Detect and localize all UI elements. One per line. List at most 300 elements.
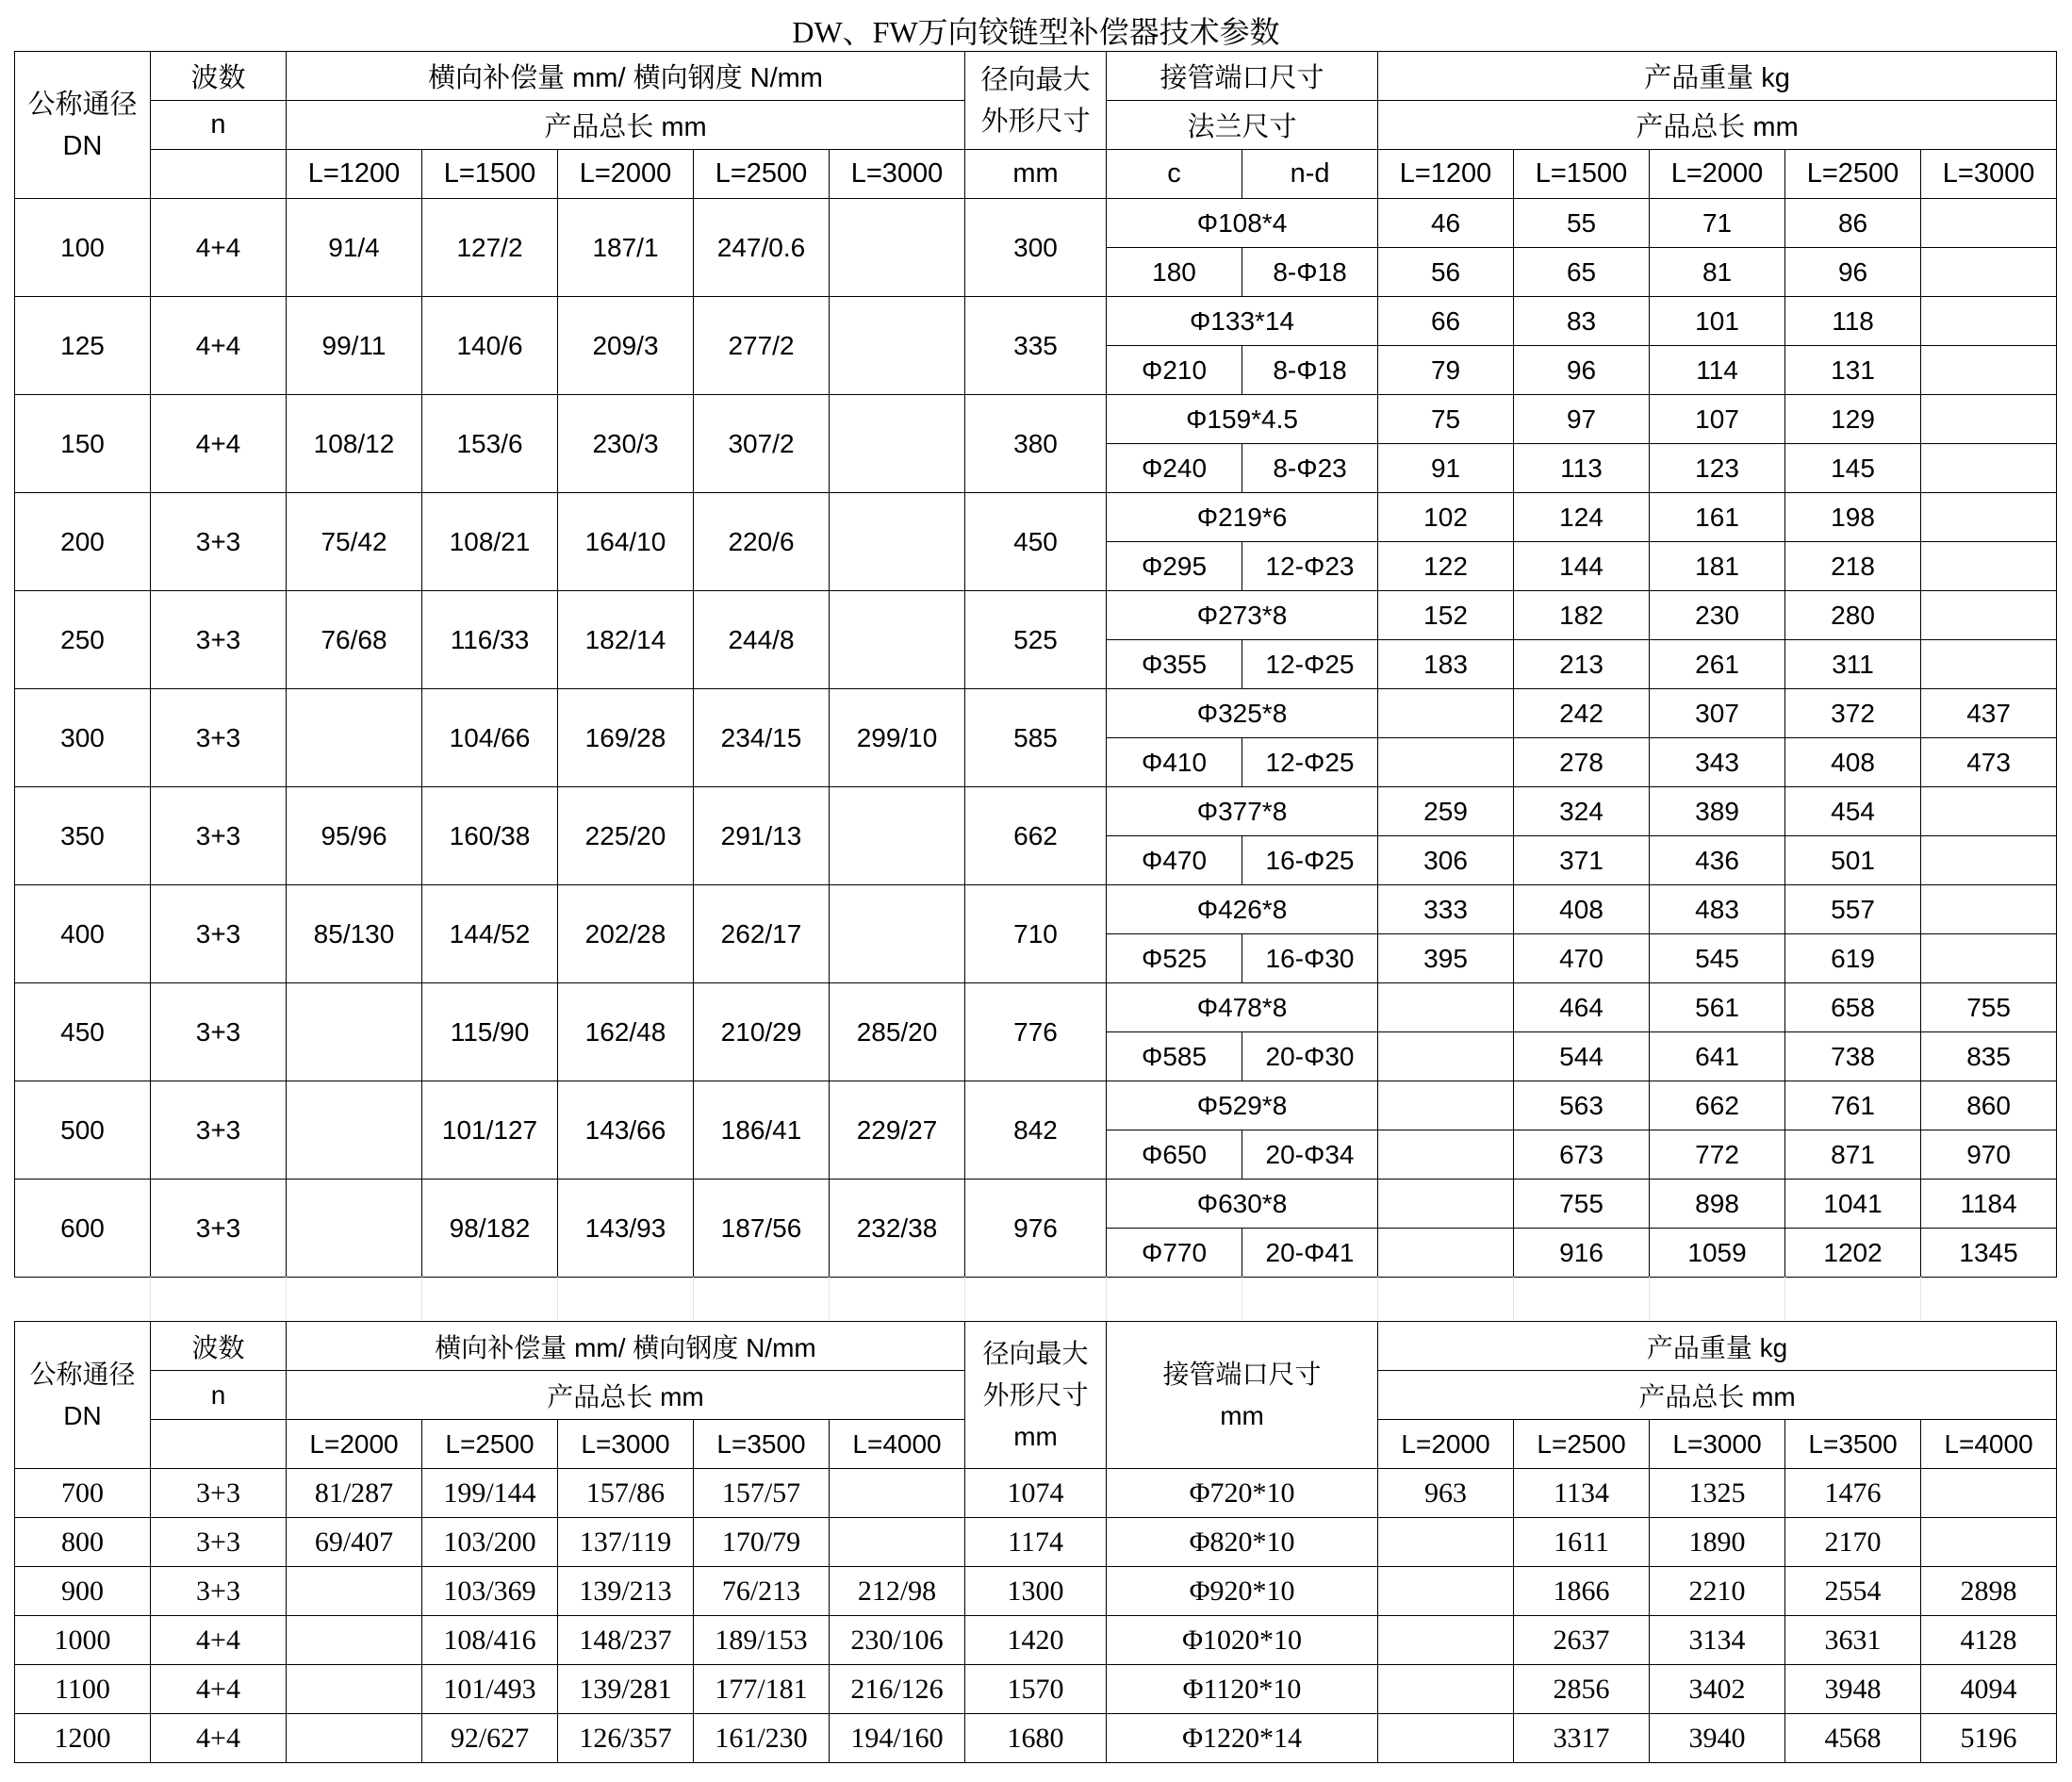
lateral-cell: 104/66 <box>422 689 558 787</box>
pipe-size-cell: Φ1220*14 <box>1107 1714 1378 1763</box>
weight-cell <box>1378 1518 1514 1567</box>
page-title: DW、FW万向铰链型补偿器技术参数 <box>792 15 1280 49</box>
dn-cell: 500 <box>15 1081 151 1180</box>
weight-cell: 307 <box>1650 689 1785 738</box>
lateral-cell: 144/52 <box>422 885 558 983</box>
lateral-cell: 202/28 <box>558 885 694 983</box>
lateral-cell: 116/33 <box>422 591 558 689</box>
weight-cell: 306 <box>1378 836 1514 885</box>
dn-cell: 200 <box>15 493 151 591</box>
gridline <box>1106 1277 1107 1320</box>
lateral-cell: 103/200 <box>422 1518 558 1567</box>
lateral-cell: 143/66 <box>558 1081 694 1180</box>
lateral-cell: 103/369 <box>422 1567 558 1616</box>
flange-c-cell: Φ650 <box>1107 1130 1242 1180</box>
weight-cell: 1866 <box>1514 1567 1650 1616</box>
weight-cell: 501 <box>1785 836 1921 885</box>
lateral-cell: 157/86 <box>558 1469 694 1518</box>
weight-cell: 437 <box>1921 689 2057 738</box>
lateral-cell <box>287 1180 422 1278</box>
lateral-cell: 299/10 <box>830 689 965 787</box>
lateral-cell: 127/2 <box>422 199 558 297</box>
lateral-cell: 277/2 <box>694 297 830 395</box>
weight-cell: 916 <box>1514 1229 1650 1278</box>
weight-cell: 2898 <box>1921 1567 2057 1616</box>
pipe-size-cell: Φ377*8 <box>1107 787 1378 836</box>
weight-cell: 371 <box>1514 836 1650 885</box>
lateral-cell: 76/213 <box>694 1567 830 1616</box>
weight-cell: 673 <box>1514 1130 1650 1180</box>
waves-cell: 4+4 <box>151 395 287 493</box>
dn-cell: 350 <box>15 787 151 885</box>
flange-header: 法兰尺寸 <box>1107 101 1378 150</box>
length-header: L=2500 <box>694 150 830 199</box>
lateral-cell <box>287 1616 422 1665</box>
radial-cell: 585 <box>965 689 1107 787</box>
radial-cell: 335 <box>965 297 1107 395</box>
weight-cell: 1059 <box>1650 1229 1785 1278</box>
weight-length-header: L=3500 <box>1785 1420 1921 1469</box>
weight-length-header: L=1200 <box>1378 150 1514 199</box>
weight-cell <box>1921 346 2057 395</box>
lateral-cell: 99/11 <box>287 297 422 395</box>
waves-header: 波数 <box>151 52 287 101</box>
waves-cell: 3+3 <box>151 787 287 885</box>
radial-header: 径向最大 外形尺寸 mm <box>965 1322 1107 1469</box>
flange-nd-header: n-d <box>1242 150 1378 199</box>
weight-cell: 3402 <box>1650 1665 1785 1714</box>
flange-c-header: c <box>1107 150 1242 199</box>
lateral-cell <box>830 199 965 297</box>
weight-cell: 464 <box>1514 983 1650 1032</box>
flange-c-cell: Φ585 <box>1107 1032 1242 1081</box>
weight-cell: 333 <box>1378 885 1514 934</box>
lateral-cell: 108/416 <box>422 1616 558 1665</box>
waves-cell: 3+3 <box>151 1469 287 1518</box>
weight-cell: 259 <box>1378 787 1514 836</box>
gridline <box>557 1277 558 1320</box>
lateral-cell: 101/493 <box>422 1665 558 1714</box>
weight-cell: 372 <box>1785 689 1921 738</box>
lateral-cell: 210/29 <box>694 983 830 1081</box>
weight-cell: 122 <box>1378 542 1514 591</box>
weight-cell: 183 <box>1378 640 1514 689</box>
weight-cell: 557 <box>1785 885 1921 934</box>
radial-cell: 976 <box>965 1180 1107 1278</box>
lateral-cell: 95/96 <box>287 787 422 885</box>
table-row <box>15 885 2057 934</box>
weight-cell <box>1921 934 2057 983</box>
weight-cell: 3631 <box>1785 1616 1921 1665</box>
table-row <box>15 1665 2057 1714</box>
weight-cell: 2637 <box>1514 1616 1650 1665</box>
weight-cell: 144 <box>1514 542 1650 591</box>
weight-cell: 79 <box>1378 346 1514 395</box>
waves-cell: 4+4 <box>151 199 287 297</box>
lateral-cell: 170/79 <box>694 1518 830 1567</box>
lateral-cell: 91/4 <box>287 199 422 297</box>
weight-cell: 86 <box>1785 199 1921 248</box>
lateral-cell: 216/126 <box>830 1665 965 1714</box>
radial-cell: 525 <box>965 591 1107 689</box>
spec-table-large <box>14 1321 2057 1763</box>
lateral-cell: 244/8 <box>694 591 830 689</box>
weight-cell <box>1378 1130 1514 1180</box>
waves-n-header: n <box>151 101 287 150</box>
lateral-cell: 187/1 <box>558 199 694 297</box>
lateral-cell: 164/10 <box>558 493 694 591</box>
weight-cell: 91 <box>1378 444 1514 493</box>
weight-cell: 278 <box>1514 738 1650 787</box>
length-header: L=1200 <box>287 150 422 199</box>
pipe-size-cell: Φ820*10 <box>1107 1518 1378 1567</box>
waves-header: 波数 <box>151 1322 287 1371</box>
weight-cell <box>1921 542 2057 591</box>
weight-cell <box>1378 1714 1514 1763</box>
lateral-cell: 177/181 <box>694 1665 830 1714</box>
lateral-cell <box>830 493 965 591</box>
pipe-size-cell: Φ920*10 <box>1107 1567 1378 1616</box>
lateral-cell: 161/230 <box>694 1714 830 1763</box>
radial-cell: 776 <box>965 983 1107 1081</box>
gridline <box>286 1277 287 1320</box>
lateral-cell: 160/38 <box>422 787 558 885</box>
weight-cell: 4128 <box>1921 1616 2057 1665</box>
weight-cell: 544 <box>1514 1032 1650 1081</box>
weight-cell: 242 <box>1514 689 1650 738</box>
lateral-cell: 189/153 <box>694 1616 830 1665</box>
total-length-header: 产品总长 mm <box>287 1371 965 1420</box>
weight-cell: 1184 <box>1921 1180 2057 1229</box>
weight-cell: 563 <box>1514 1081 1650 1130</box>
weight-cell: 4568 <box>1785 1714 1921 1763</box>
weight-cell <box>1921 640 2057 689</box>
table-row <box>15 689 2057 738</box>
radial-cell: 842 <box>965 1081 1107 1180</box>
lateral-cell: 92/627 <box>422 1714 558 1763</box>
table-row <box>15 493 2057 542</box>
weight-cell: 970 <box>1921 1130 2057 1180</box>
weight-cell <box>1378 1180 1514 1229</box>
length-header: L=2500 <box>422 1420 558 1469</box>
flange-nd-cell: 12-Φ23 <box>1242 542 1378 591</box>
lateral-cell <box>287 1665 422 1714</box>
weight-cell: 1202 <box>1785 1229 1921 1278</box>
weight-cell: 1041 <box>1785 1180 1921 1229</box>
weight-cell: 107 <box>1650 395 1785 444</box>
weight-cell: 662 <box>1650 1081 1785 1130</box>
weight-cell <box>1378 1616 1514 1665</box>
weight-cell: 218 <box>1785 542 1921 591</box>
weight-cell: 436 <box>1650 836 1785 885</box>
weight-cell: 1476 <box>1785 1469 1921 1518</box>
weight-cell <box>1921 199 2057 248</box>
weight-cell: 755 <box>1921 983 2057 1032</box>
gridline <box>1920 1277 1921 1320</box>
weight-cell: 129 <box>1785 395 1921 444</box>
waves-cell: 3+3 <box>151 591 287 689</box>
flange-nd-cell: 20-Φ30 <box>1242 1032 1378 1081</box>
waves-cell: 3+3 <box>151 493 287 591</box>
dn-cell: 1100 <box>15 1665 151 1714</box>
weight-cell: 2170 <box>1785 1518 1921 1567</box>
lateral-cell: 108/21 <box>422 493 558 591</box>
lateral-cell: 85/130 <box>287 885 422 983</box>
radial-cell: 1174 <box>965 1518 1107 1567</box>
weight-length-header: 产品总长 mm <box>1378 101 2057 150</box>
flange-c-cell: Φ210 <box>1107 346 1242 395</box>
pipe-size-cell: Φ529*8 <box>1107 1081 1378 1130</box>
pipe-size-cell: Φ720*10 <box>1107 1469 1378 1518</box>
weight-cell <box>1921 444 2057 493</box>
lateral-cell: 137/119 <box>558 1518 694 1567</box>
lateral-cell: 69/407 <box>287 1518 422 1567</box>
lateral-cell: 225/20 <box>558 787 694 885</box>
lateral-cell: 81/287 <box>287 1469 422 1518</box>
weight-cell: 545 <box>1650 934 1785 983</box>
table-row <box>15 1518 2057 1567</box>
lateral-cell: 234/15 <box>694 689 830 787</box>
radial-cell: 380 <box>965 395 1107 493</box>
lateral-cell: 148/237 <box>558 1616 694 1665</box>
lateral-cell: 212/98 <box>830 1567 965 1616</box>
radial-cell: 1074 <box>965 1469 1107 1518</box>
weight-cell: 198 <box>1785 493 1921 542</box>
gridline <box>150 1277 151 1320</box>
gridline <box>693 1277 694 1320</box>
lateral-cell <box>287 1081 422 1180</box>
empty-cell <box>151 1420 287 1469</box>
weight-cell <box>1378 1032 1514 1081</box>
lateral-cell: 139/281 <box>558 1665 694 1714</box>
weight-cell: 213 <box>1514 640 1650 689</box>
pipe-size-cell: Φ1120*10 <box>1107 1665 1378 1714</box>
lateral-cell <box>287 689 422 787</box>
lateral-cell: 199/144 <box>422 1469 558 1518</box>
weight-cell <box>1921 248 2057 297</box>
weight-cell <box>1378 689 1514 738</box>
weight-length-header: L=3000 <box>1650 1420 1785 1469</box>
weight-length-header: L=3000 <box>1921 150 2057 199</box>
weight-cell: 860 <box>1921 1081 2057 1130</box>
weight-length-header: L=2500 <box>1514 1420 1650 1469</box>
weight-cell <box>1921 787 2057 836</box>
weight-cell <box>1921 591 2057 640</box>
lateral-cell: 98/182 <box>422 1180 558 1278</box>
weight-cell: 1890 <box>1650 1518 1785 1567</box>
lateral-cell <box>287 983 422 1081</box>
waves-cell: 3+3 <box>151 689 287 787</box>
lateral-cell <box>830 1469 965 1518</box>
weight-cell: 4094 <box>1921 1665 2057 1714</box>
table-row <box>15 1714 2057 1763</box>
radial-unit-header: mm <box>965 150 1107 199</box>
weight-cell: 772 <box>1650 1130 1785 1180</box>
lateral-cell: 153/6 <box>422 395 558 493</box>
weight-cell: 71 <box>1650 199 1785 248</box>
radial-cell: 1570 <box>965 1665 1107 1714</box>
pipe-size-cell: Φ426*8 <box>1107 885 1378 934</box>
flange-c-cell: Φ470 <box>1107 836 1242 885</box>
waves-cell: 3+3 <box>151 1518 287 1567</box>
flange-nd-cell: 16-Φ25 <box>1242 836 1378 885</box>
weight-cell: 102 <box>1378 493 1514 542</box>
weight-cell: 3317 <box>1514 1714 1650 1763</box>
lateral-cell: 230/3 <box>558 395 694 493</box>
weight-cell <box>1378 738 1514 787</box>
radial-cell: 710 <box>965 885 1107 983</box>
lateral-cell <box>830 885 965 983</box>
flange-nd-cell: 12-Φ25 <box>1242 640 1378 689</box>
lateral-cell: 101/127 <box>422 1081 558 1180</box>
lateral-cell: 162/48 <box>558 983 694 1081</box>
lateral-header: 横向补偿量 mm/ 横向钢度 N/mm <box>287 1322 965 1371</box>
weight-cell: 261 <box>1650 640 1785 689</box>
dn-cell: 300 <box>15 689 151 787</box>
waves-cell: 4+4 <box>151 1616 287 1665</box>
weight-cell: 230 <box>1650 591 1785 640</box>
weight-header: 产品重量 kg <box>1378 1322 2057 1371</box>
weight-cell <box>1921 885 2057 934</box>
lateral-cell <box>830 1518 965 1567</box>
gridline <box>421 1277 422 1320</box>
dn-cell: 400 <box>15 885 151 983</box>
weight-cell: 835 <box>1921 1032 2057 1081</box>
weight-cell: 561 <box>1650 983 1785 1032</box>
weight-cell: 81 <box>1650 248 1785 297</box>
length-header: L=1500 <box>422 150 558 199</box>
dn-cell: 900 <box>15 1567 151 1616</box>
weight-cell <box>1921 297 2057 346</box>
weight-cell: 2856 <box>1514 1665 1650 1714</box>
gridline <box>964 1277 965 1320</box>
weight-cell: 182 <box>1514 591 1650 640</box>
pipe-size-cell: Φ133*14 <box>1107 297 1378 346</box>
table-row <box>15 1616 2057 1665</box>
pipe-size-cell: Φ478*8 <box>1107 983 1378 1032</box>
lateral-cell: 220/6 <box>694 493 830 591</box>
lateral-cell: 169/28 <box>558 689 694 787</box>
waves-cell: 3+3 <box>151 1081 287 1180</box>
flange-c-cell: Φ770 <box>1107 1229 1242 1278</box>
dn-cell: 700 <box>15 1469 151 1518</box>
length-header: L=3000 <box>830 150 965 199</box>
weight-cell: 755 <box>1514 1180 1650 1229</box>
pipe-size-cell: Φ630*8 <box>1107 1180 1378 1229</box>
weight-cell: 3948 <box>1785 1665 1921 1714</box>
lateral-cell <box>287 1714 422 1763</box>
weight-cell: 56 <box>1378 248 1514 297</box>
weight-cell: 324 <box>1514 787 1650 836</box>
dn-cell: 800 <box>15 1518 151 1567</box>
dn-cell: 1000 <box>15 1616 151 1665</box>
table-row <box>15 1081 2057 1130</box>
lateral-cell: 139/213 <box>558 1567 694 1616</box>
dn-header: 公称通径 DN <box>15 52 151 199</box>
weight-cell <box>1921 493 2057 542</box>
dn-cell: 1200 <box>15 1714 151 1763</box>
table-gap <box>14 1277 2056 1320</box>
weight-cell: 181 <box>1650 542 1785 591</box>
weight-cell: 658 <box>1785 983 1921 1032</box>
length-header: L=3000 <box>558 1420 694 1469</box>
flange-nd-cell: 8-Φ23 <box>1242 444 1378 493</box>
weight-cell: 1345 <box>1921 1229 2057 1278</box>
radial-cell: 662 <box>965 787 1107 885</box>
flange-c-cell: Φ525 <box>1107 934 1242 983</box>
weight-cell: 145 <box>1785 444 1921 493</box>
radial-header: 径向最大 外形尺寸 <box>965 52 1107 150</box>
weight-cell: 473 <box>1921 738 2057 787</box>
radial-cell: 1420 <box>965 1616 1107 1665</box>
weight-cell: 96 <box>1785 248 1921 297</box>
flange-nd-cell: 8-Φ18 <box>1242 248 1378 297</box>
weight-cell: 3940 <box>1650 1714 1785 1763</box>
radial-cell: 450 <box>965 493 1107 591</box>
flange-c-cell: Φ295 <box>1107 542 1242 591</box>
radial-cell: 300 <box>965 199 1107 297</box>
weight-cell: 311 <box>1785 640 1921 689</box>
weight-length-header: L=2000 <box>1378 1420 1514 1469</box>
radial-cell: 1680 <box>965 1714 1107 1763</box>
weight-cell: 483 <box>1650 885 1785 934</box>
flange-c-cell: 180 <box>1107 248 1242 297</box>
waves-cell: 4+4 <box>151 1714 287 1763</box>
weight-length-header: L=1500 <box>1514 150 1650 199</box>
weight-cell: 408 <box>1785 738 1921 787</box>
weight-header: 产品重量 kg <box>1378 52 2057 101</box>
weight-length-header: 产品总长 mm <box>1378 1371 2057 1420</box>
weight-cell: 124 <box>1514 493 1650 542</box>
weight-length-header: L=4000 <box>1921 1420 2057 1469</box>
waves-cell: 3+3 <box>151 1180 287 1278</box>
weight-cell: 123 <box>1650 444 1785 493</box>
weight-cell <box>1378 1665 1514 1714</box>
weight-cell: 131 <box>1785 346 1921 395</box>
weight-cell: 454 <box>1785 787 1921 836</box>
lateral-cell <box>830 591 965 689</box>
lateral-header: 横向补偿量 mm/ 横向钢度 N/mm <box>287 52 965 101</box>
weight-cell: 152 <box>1378 591 1514 640</box>
weight-cell: 96 <box>1514 346 1650 395</box>
weight-cell: 343 <box>1650 738 1785 787</box>
lateral-cell: 182/14 <box>558 591 694 689</box>
weight-cell: 46 <box>1378 199 1514 248</box>
table-row <box>15 297 2057 346</box>
lateral-cell <box>287 1567 422 1616</box>
length-header: L=2000 <box>558 150 694 199</box>
lateral-cell: 157/57 <box>694 1469 830 1518</box>
weight-cell: 161 <box>1650 493 1785 542</box>
weight-cell <box>1378 1229 1514 1278</box>
gridline <box>1377 1277 1378 1320</box>
weight-length-header: L=2000 <box>1650 150 1785 199</box>
gridline <box>1513 1277 1514 1320</box>
weight-cell: 83 <box>1514 297 1650 346</box>
spec-table-small <box>14 51 2057 1278</box>
weight-cell: 898 <box>1650 1180 1785 1229</box>
waves-cell: 3+3 <box>151 983 287 1081</box>
weight-cell: 1611 <box>1514 1518 1650 1567</box>
weight-cell <box>1378 983 1514 1032</box>
weight-cell: 5196 <box>1921 1714 2057 1763</box>
lateral-cell: 232/38 <box>830 1180 965 1278</box>
weight-cell: 55 <box>1514 199 1650 248</box>
table-row <box>15 1180 2057 1229</box>
table-row <box>15 983 2057 1032</box>
weight-cell: 871 <box>1785 1130 1921 1180</box>
dn-cell: 250 <box>15 591 151 689</box>
